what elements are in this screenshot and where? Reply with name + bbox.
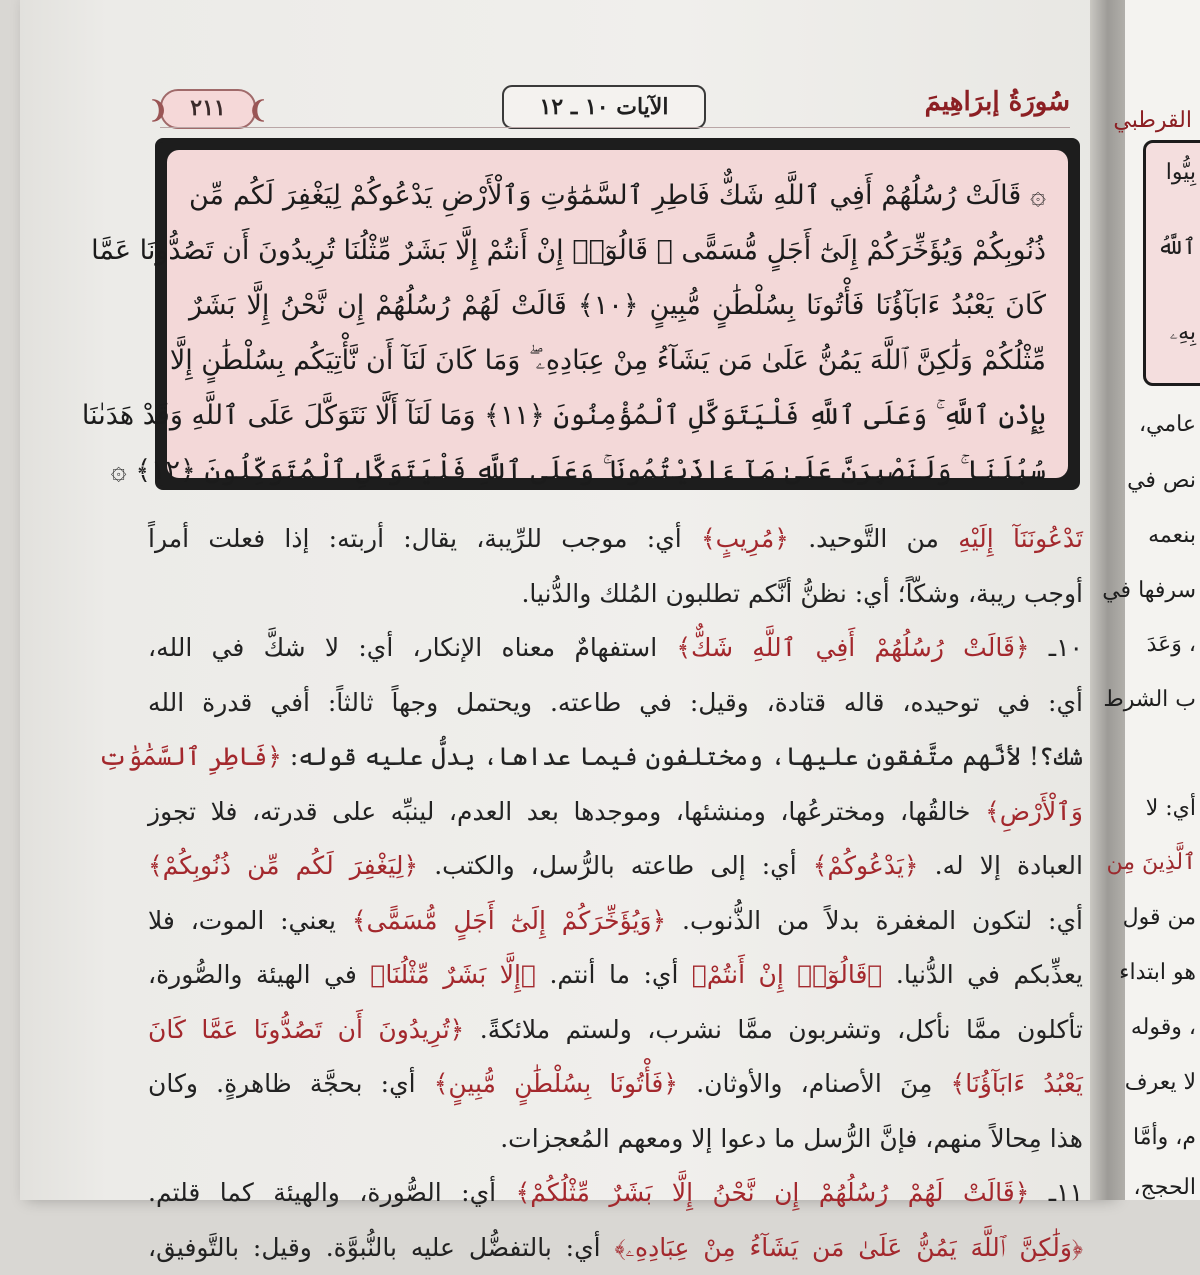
commentary-line [148, 1003, 1083, 1058]
adjacent-fragment: نص في [1128, 468, 1196, 493]
commentary-line [148, 567, 1083, 622]
quran-quote: ﴿تُرِيدُونَ أَن تَصُدُّونَا عَمَّا كَانَ [148, 1015, 464, 1044]
quran-quote: ﴿مُرِيبٍ﴾ [701, 524, 789, 553]
adjacent-fragment: ، وقوله [1128, 1015, 1196, 1040]
commentary-body [148, 512, 1083, 1275]
commentary-text: من التَّوحيد. [789, 524, 958, 553]
adjacent-fragment: عامي، [1128, 412, 1196, 437]
commentary-line [148, 1057, 1083, 1112]
surah-name: سُورَةُ إبرَاهِيمَ [925, 87, 1070, 117]
commentary-text: يعني: الموت، فلا [148, 906, 352, 935]
commentary-text: أي: الصُّورة، والهيئة كما قلتم. [148, 1178, 516, 1207]
verse-number: ١١ـ [1029, 1178, 1083, 1207]
commentary-text: أي: لتكون المغفرة بدلاً من الذُّنوب. [666, 906, 1083, 935]
verse-number: ١٠ـ [1030, 633, 1083, 662]
page-number-badge [160, 89, 256, 129]
adjacent-fragment: ٱلَّذِينَ مِن [1128, 850, 1196, 875]
commentary-text: شك؟! لأنَّهم متَّفقون عليها، ومختلفون فيما عداها، يدلُّ عليه قوله: [282, 742, 1083, 771]
ornament-right-icon: ❩ [248, 93, 268, 127]
commentary-text: أي: بالتفضُّل عليه بالنُّبوَّة. وقيل: بالتَّوفيق، [148, 1233, 614, 1262]
quran-line: ذُنُوبِكُمْ وَيُؤَخِّرَكُمْ إِلَىٰٓ أَجَلٍ مُّسَمًّى ۚ قَالُوٓا۟ إِنْ أَنتُمْ إِلَّا بَشَرٌ مِّثْلُنَا تُرِيدُونَ أَن تَصُدُّونَا عَمَّا [189, 223, 1046, 278]
commentary-line [148, 1221, 1083, 1275]
commentary-text: أي: بحجَّة ظاهرةٍ. وكان [148, 1069, 434, 1098]
header-divider [160, 127, 1070, 128]
adjacent-fragment: من قول [1128, 905, 1196, 930]
quran-line: ۞ قَالَتْ رُسُلُهُمْ أَفِي ٱللَّهِ شَكٌّ فَاطِرِ ٱلسَّمَٰوَٰتِ وَٱلْأَرْضِ يَدْعُوكُمْ لِيَغْفِرَ لَكُم مِّن [189, 168, 1046, 223]
quran-quote: ﴿يَدْعُوكُمْ﴾ [813, 851, 919, 880]
commentary-text: خالقُها، ومخترعُها، ومنشئها، وموجدها بعد العدم، لينبِّه على قدرته، فلا تجوز [148, 797, 985, 826]
adjacent-fragment: ب الشرط [1128, 687, 1196, 712]
adjacent-fragment: هو ابتداء [1128, 960, 1196, 985]
commentary-line [148, 894, 1083, 949]
adjacent-fragment: الحجج، [1128, 1175, 1196, 1200]
commentary-text: أي: إلى طاعته بالرُّسل، والكتب. [418, 851, 813, 880]
adjacent-fragment: أي: لا [1128, 796, 1196, 821]
quran-quote: ﴿فَأْتُونَا بِسُلْطَٰنٍ مُّبِينٍ﴾ [434, 1069, 678, 1098]
adjacent-fragment: بِهِۦ [1128, 320, 1196, 345]
quran-quote: ﴿قَالُوٓا۟ إِنْ أَنتُمْ﴾ [692, 960, 883, 989]
commentary-text: أوجب ريبة، وشكّاً؛ أي: نظنُّ أنَّكم تطلبون المُلك والدُّنيا. [521, 579, 1083, 608]
commentary-text: أي: ما أنتم. [536, 960, 692, 989]
quran-line: مِّثْلُكُمْ وَلَٰكِنَّ ٱللَّهَ يَمُنُّ عَلَىٰ مَن يَشَآءُ مِنْ عِبَادِهِۦ ۖ وَمَا كَانَ لَنَآ أَن نَّأْتِيَكُم بِسُلْطَٰنٍ إِلَّا [189, 333, 1046, 388]
commentary-line [148, 676, 1083, 731]
commentary-line [148, 785, 1083, 840]
quran-quote: تَدْعُونَنَآ إِلَيْهِ [958, 524, 1083, 553]
commentary-text: مِنَ الأصنام، والأوثان. [678, 1069, 951, 1098]
quran-quote: ﴿وَيُؤَخِّرَكُمْ إِلَىٰٓ أَجَلٍ مُّسَمًّى﴾ [352, 906, 666, 935]
commentary-text: في الهيئة والصُّورة، [148, 960, 370, 989]
quran-quote: ﴿إِلَّا بَشَرٌ مِّثْلُنَا﴾ [370, 960, 536, 989]
adjacent-fragment: لا يعرف [1128, 1070, 1196, 1095]
quran-quote: ﴿وَلَٰكِنَّ ٱللَّهَ يَمُنُّ عَلَىٰ مَن يَشَآءُ مِنْ عِبَادِهِۦ﴾ [614, 1233, 1083, 1262]
adjacent-fragment: بنعمه [1128, 523, 1196, 548]
quran-quote: ﴿قَالَتْ لَهُمْ رُسُلُهُمْ إِن نَّحْنُ إِلَّا بَشَرٌ مِّثْلُكُمْ﴾ [516, 1178, 1030, 1207]
page-number: ٢١١ [190, 95, 225, 121]
commentary-line [148, 839, 1083, 894]
commentary-line [148, 512, 1083, 567]
quran-quote: وَٱلْأَرْضِ﴾ [985, 797, 1083, 826]
ornament-left-icon: ❨ [148, 93, 168, 127]
quran-quote: ﴿لِيَغْفِرَ لَكُم مِّن ذُنُوبِكُمْ﴾ [148, 851, 418, 880]
commentary-text: أي: موجب للرِّيبة، يقال: أربته: إذا فعلت أمراً [148, 524, 701, 553]
commentary-line [148, 621, 1083, 676]
quran-quote: يَعْبُدُ ءَابَآؤُنَا﴾ [951, 1069, 1083, 1098]
adjacent-fragment: ٱللَّهُ [1128, 235, 1196, 260]
quran-quote: ﴿فَاطِرِ ٱلسَّمَٰوَٰتِ [98, 742, 282, 771]
quran-verses-inner [167, 150, 1068, 478]
quran-quote: ﴿قَالَتْ رُسُلُهُمْ أَفِي ٱللَّهِ شَكٌّ﴾ [676, 633, 1029, 662]
quran-line: سُبُلَنَا ۚ وَلَنَصْبِرَنَّ عَلَىٰ مَآ ءَاذَيْتُمُونَا ۚ وَعَلَى ٱللَّهِ فَلْيَتَوَكَّلِ ٱلْمُتَوَكِّلُونَ ﴿١٢﴾ ۞ [189, 443, 1046, 498]
adjacent-page [1125, 0, 1200, 1200]
adjacent-fragment: سرفها في [1128, 578, 1196, 603]
quran-verses-box [155, 138, 1080, 490]
commentary-text: أي: في توحيده، قاله قتادة، وقيل: في طاعته. ويحتمل وجهاً ثالثاً: أفي قدرة الله [148, 688, 1083, 717]
adjacent-fragment: بِيُّوا [1128, 160, 1196, 185]
commentary-text: يعذِّبكم في الدُّنيا. [882, 960, 1083, 989]
commentary-text: تأكلون ممَّا نأكل، وتشربون ممَّا نشرب، ولستم ملائكةً. [464, 1015, 1083, 1044]
commentary-text: العبادة إلا له. [919, 851, 1083, 880]
commentary-line [148, 1112, 1083, 1167]
quran-line: كَانَ يَعْبُدُ ءَابَآؤُنَا فَأْتُونَا بِسُلْطَٰنٍ مُّبِينٍ ﴿١٠﴾ قَالَتْ لَهُمْ رُسُلُهُمْ إِن نَّحْنُ إِلَّا بَشَرٌ [189, 278, 1046, 333]
adjacent-fragment: م، وأمَّا [1128, 1125, 1196, 1150]
commentary-line [148, 1166, 1083, 1221]
verse-range-label: الآيات ١٠ ـ ١٢ [502, 85, 706, 129]
quran-line: بِإِذْنِ ٱللَّهِ ۚ وَعَلَى ٱللَّهِ فَلْيَتَوَكَّلِ ٱلْمُؤْمِنُونَ ﴿١١﴾ وَمَا لَنَآ أَلَّا نَتَوَكَّلَ عَلَى ٱللَّهِ وَقَدْ هَدَىٰنَا [189, 388, 1046, 443]
adjacent-page-header: القرطبي [1113, 108, 1192, 133]
commentary-text: استفهامٌ معناه الإنكار، أي: لا شكَّ في الله، [148, 633, 676, 662]
adjacent-fragment: ، وَعَدَ [1128, 632, 1196, 657]
commentary-line [148, 730, 1083, 785]
commentary-line [148, 948, 1083, 1003]
commentary-text: هذا مِحالاً منهم، فإنَّ الرُّسل ما دعوا إلا ومعهم المُعجزات. [500, 1124, 1083, 1153]
